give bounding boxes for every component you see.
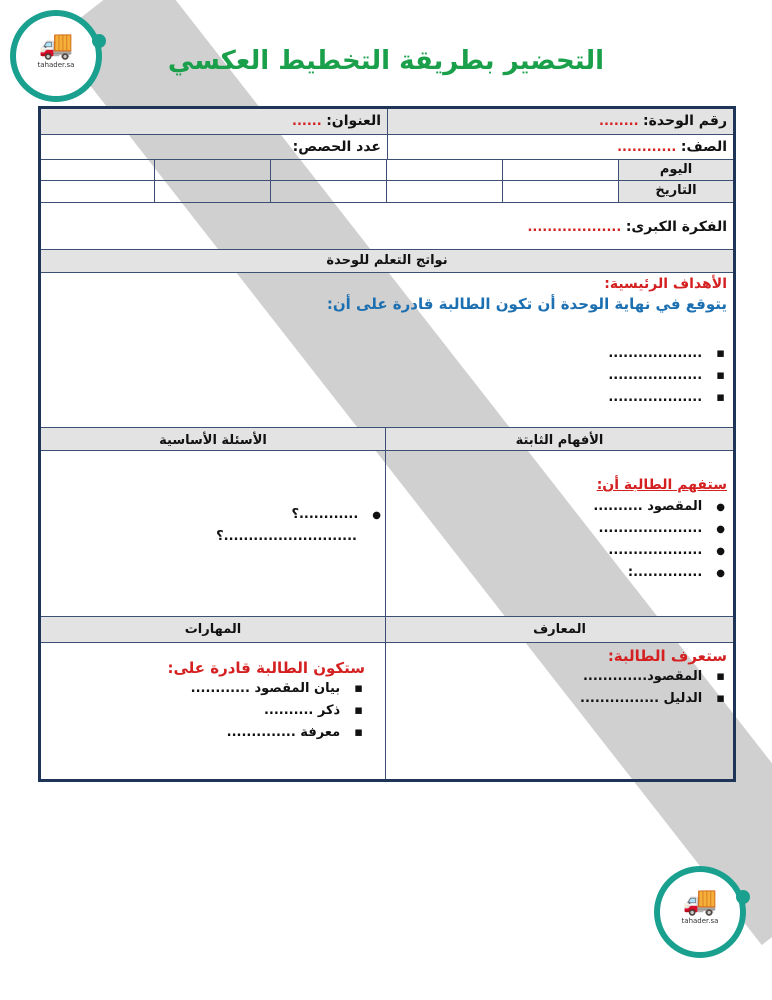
- date-cell[interactable]: [270, 181, 386, 202]
- goal-item[interactable]: ▪ ...................: [608, 368, 725, 383]
- day-cell[interactable]: [270, 160, 386, 180]
- skill-item[interactable]: ▪ ذكر ..........: [191, 703, 363, 718]
- unit-number-value[interactable]: ........: [599, 114, 639, 129]
- logo-top: 🚚 tahader.sa: [10, 10, 102, 102]
- row-date: [41, 181, 733, 203]
- understanding-item[interactable]: ● ..............:: [593, 565, 725, 580]
- day-cell[interactable]: [154, 160, 270, 180]
- skills-section: ستكون الطالبة قادرة على: ▪ بيان المقصود ............ ▪ ذكر .......... ▪ معرفة ..............: [41, 643, 385, 779]
- knowledge-header: المعارف: [385, 617, 733, 642]
- date-cell[interactable]: [154, 181, 270, 202]
- day-cell[interactable]: [386, 160, 502, 180]
- outcomes-header: نواتج التعلم للوحدة: [41, 250, 733, 273]
- questions-header: الأسئلة الأساسية: [159, 433, 267, 448]
- page-title: التحضير بطريقة التخطيط العكسي: [167, 46, 605, 76]
- grade-value[interactable]: ............: [617, 140, 677, 155]
- date-cell[interactable]: [386, 181, 502, 202]
- skill-item[interactable]: ▪ بيان المقصود ............: [191, 681, 363, 696]
- understanding-item[interactable]: ● ...................: [593, 543, 725, 558]
- question-item[interactable]: ...........................؟: [216, 529, 357, 544]
- sessions-label: عدد الحصص:: [292, 139, 381, 155]
- understandings-header: الأفهام الثابتة: [385, 428, 733, 450]
- row-big-idea: الفكرة الكبرى: ...................: [41, 203, 733, 250]
- date-cell[interactable]: [502, 181, 618, 202]
- understandings-section: ستفهم الطالبة أن: ● المقصود .......... ● ..................... ● ................... ● ..............:: [385, 451, 733, 616]
- truck-icon: 🚚: [38, 28, 74, 61]
- title-value[interactable]: ......: [292, 114, 322, 129]
- questions-section: [41, 451, 385, 616]
- understanding-item[interactable]: ● المقصود ..........: [593, 499, 725, 514]
- goals-section: الأهداف الرئيسية: يتوقع في نهاية الوحدة أن تكون الطالبة قادرة على أن: ▪ ................... ▪ ................... ▪ ...................: [41, 273, 733, 428]
- knowledge-section: ستعرف الطالبة: ▪ المقصود............. ▪ الدليل ................: [385, 643, 733, 779]
- date-label: التاريخ: [618, 181, 733, 202]
- knowledge-item[interactable]: ▪ المقصود.............: [580, 669, 725, 684]
- knowledge-item[interactable]: ▪ الدليل ................: [580, 691, 725, 706]
- goal-item[interactable]: ▪ ...................: [608, 346, 725, 361]
- skills-header: المهارات: [184, 622, 242, 637]
- day-cell[interactable]: [502, 160, 618, 180]
- lesson-plan-table: [38, 106, 736, 782]
- skill-item[interactable]: ▪ معرفة ..............: [191, 725, 363, 740]
- question-item[interactable]: ● ............؟: [216, 507, 381, 522]
- row-unit: رقم الوحدة: ........ العنوان: ......: [41, 109, 733, 135]
- big-idea-value[interactable]: ...................: [527, 220, 622, 235]
- logo-bottom: 🚚 tahader.sa: [654, 866, 746, 958]
- row-grade: الصف: ............ عدد الحصص:: [41, 135, 733, 160]
- day-label: اليوم: [618, 160, 733, 180]
- truck-icon: 🚚: [682, 884, 718, 917]
- understanding-item[interactable]: ● .....................: [593, 521, 725, 536]
- row-day: [41, 160, 733, 181]
- goal-item[interactable]: ▪ ...................: [608, 390, 725, 405]
